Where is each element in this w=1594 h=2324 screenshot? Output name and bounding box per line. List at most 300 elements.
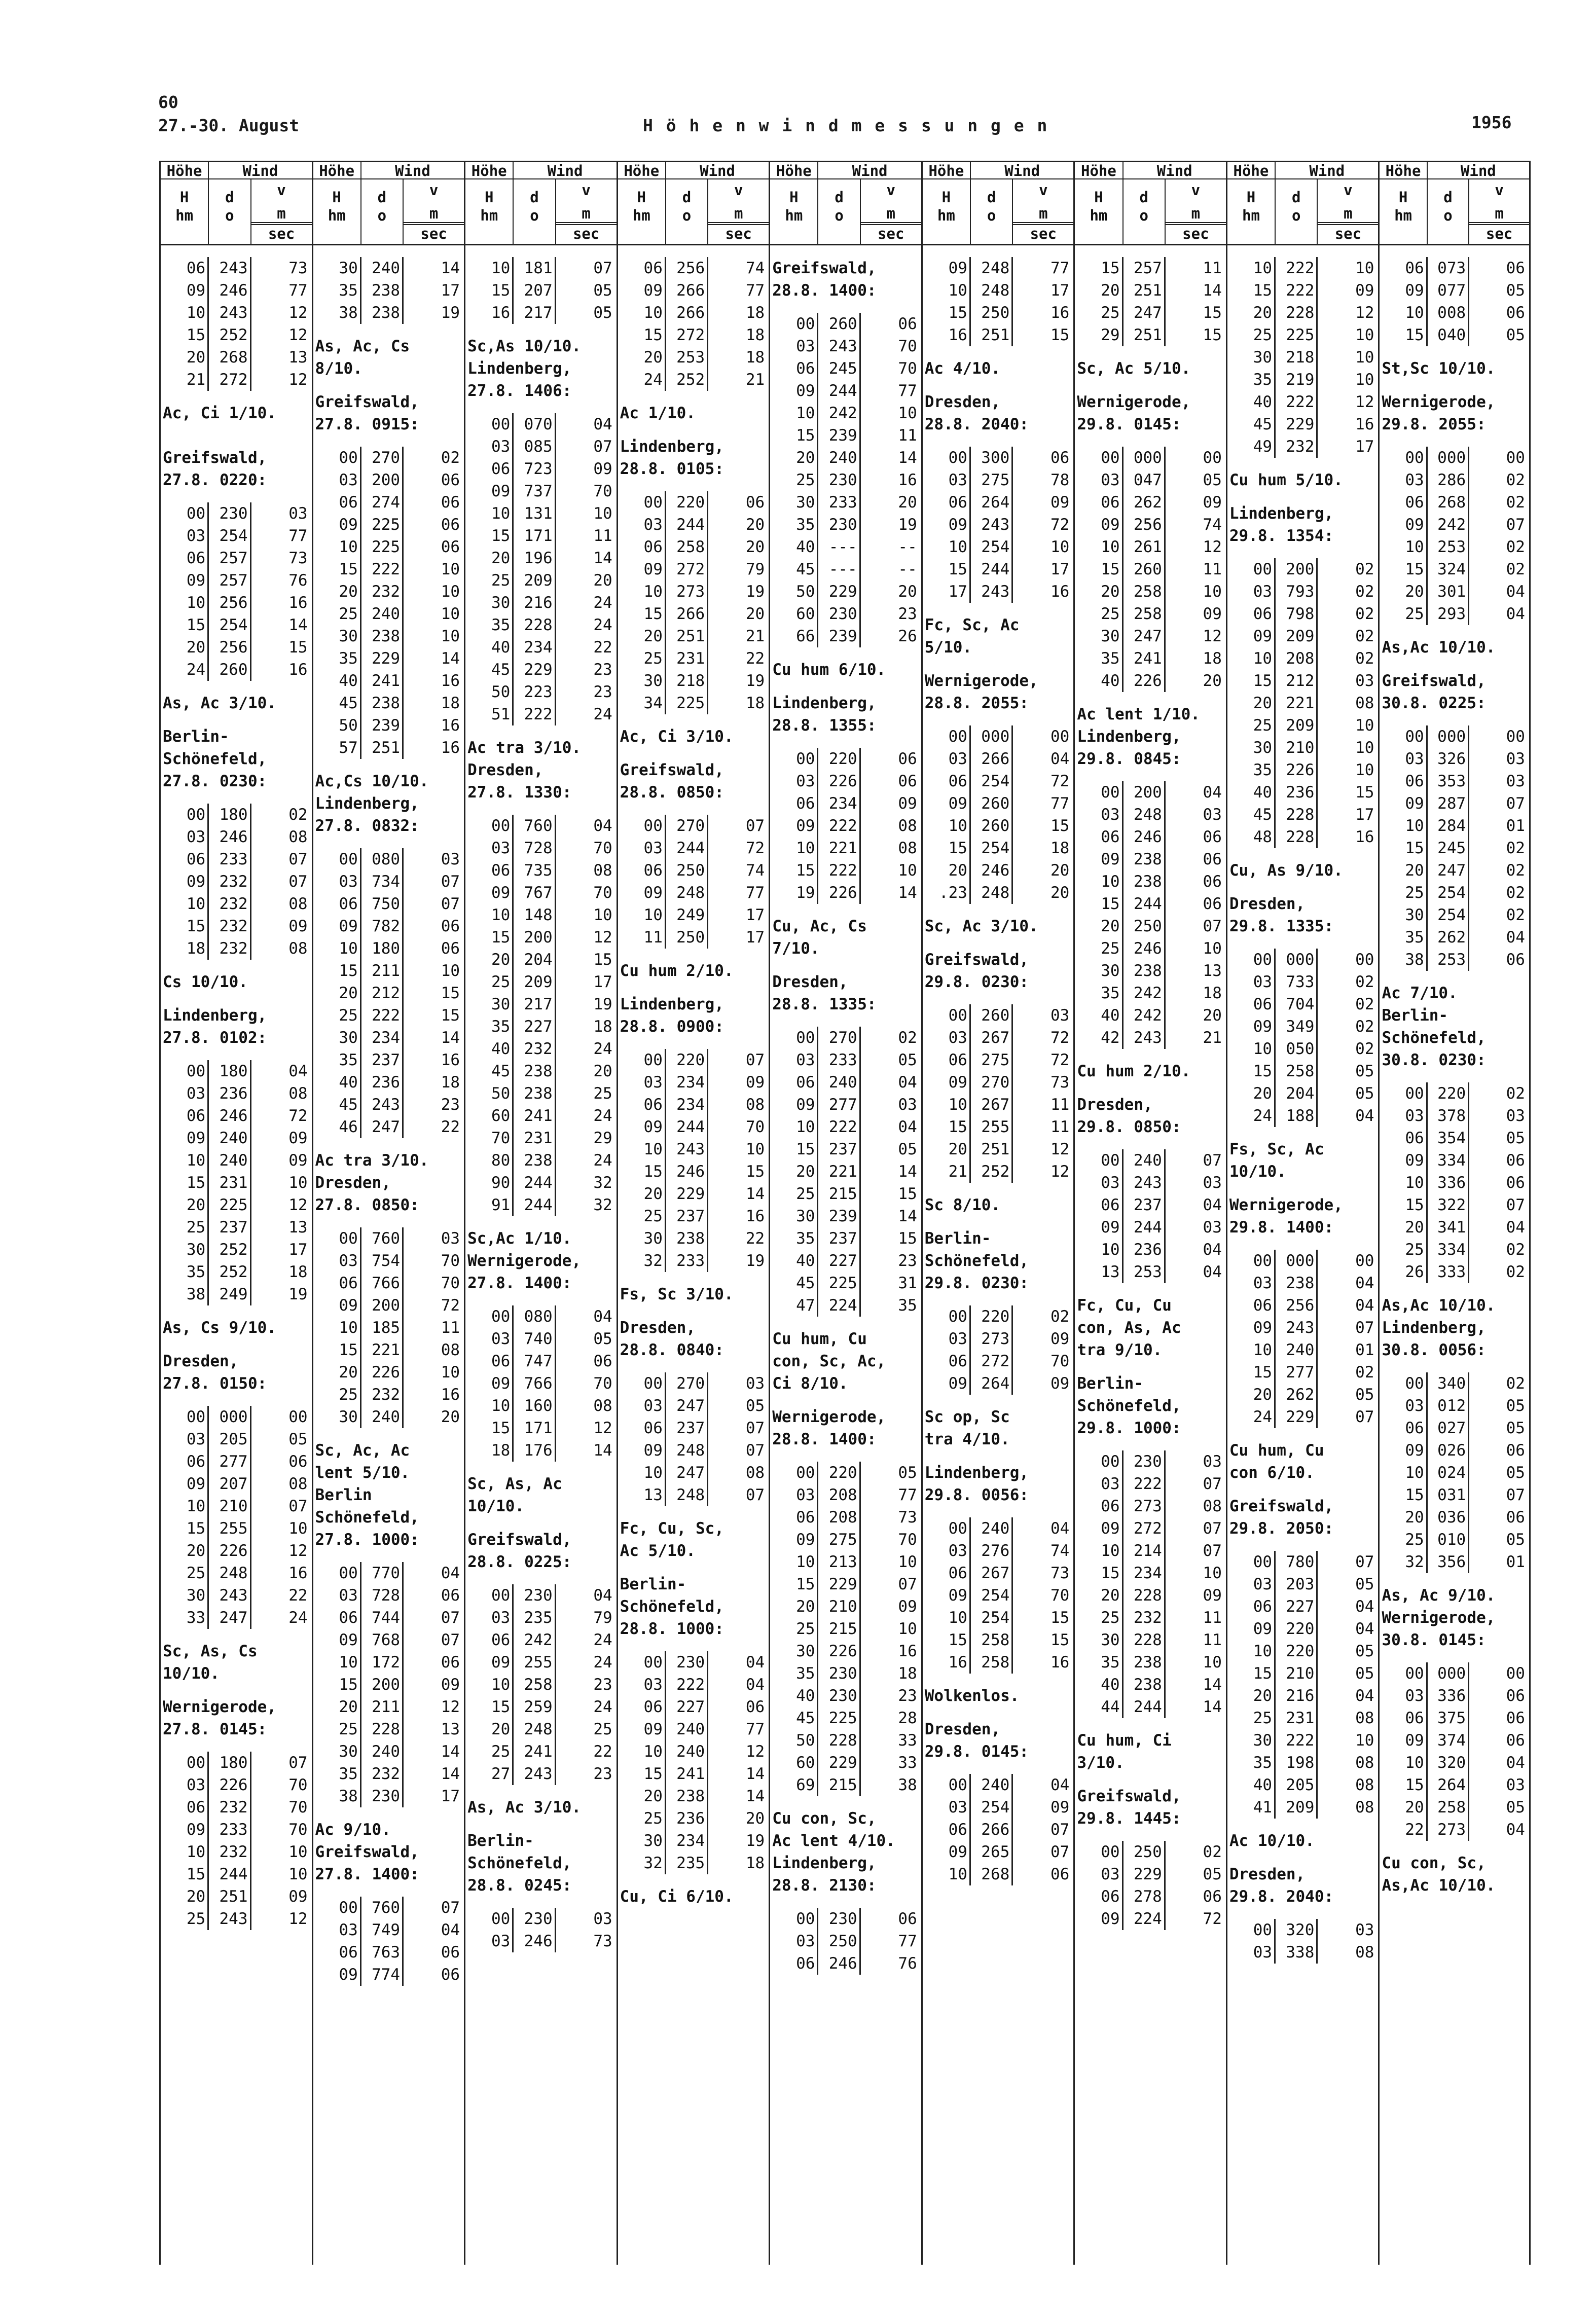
height-cell: 40	[1075, 1004, 1123, 1027]
direction-cell: 254	[971, 1584, 1013, 1607]
height-cell: 10	[923, 279, 971, 302]
table-row	[161, 369, 312, 391]
direction-cell: 252	[971, 1160, 1013, 1183]
table-row	[1380, 1729, 1529, 1752]
table-row	[770, 1774, 921, 1796]
direction-cell: 737	[514, 480, 556, 502]
direction-cell: 250	[818, 1930, 860, 1952]
direction-cell: 239	[818, 1205, 860, 1227]
height-cell: 10	[618, 302, 666, 324]
height-cell: 10	[1227, 1640, 1276, 1662]
height-cell: 30	[1075, 1629, 1123, 1651]
height-cell: 03	[770, 770, 818, 792]
direction-cell: 278	[1124, 1885, 1166, 1908]
direction-cell: 239	[361, 714, 404, 737]
height-cell: 06	[618, 859, 666, 882]
speed-cell: 11	[1050, 1096, 1070, 1114]
header-height-unit	[313, 179, 361, 245]
station-note: Greifswald,	[163, 449, 267, 467]
header-height-unit	[1227, 179, 1276, 245]
height-cell: 06	[618, 1417, 666, 1439]
direction-cell: 228	[1276, 826, 1318, 848]
table-row	[1227, 1551, 1379, 1573]
station-note: Fs, Sc 3/10.	[620, 1285, 734, 1303]
direction-cell: 226	[1276, 759, 1318, 781]
speed-cell: 77	[745, 1720, 765, 1738]
direction-cell: 238	[361, 279, 404, 302]
table-row	[923, 837, 1074, 859]
height-cell: 29	[1075, 324, 1123, 346]
direction-cell: 766	[514, 1372, 556, 1395]
station-note: 27.8. 1400:	[315, 1865, 419, 1883]
station-note: Greifswald,	[772, 259, 877, 277]
direction-cell: 238	[1124, 848, 1166, 870]
header-degree: o	[530, 207, 539, 224]
speed-cell: 04	[1355, 1620, 1374, 1638]
table-row	[1227, 603, 1379, 625]
direction-cell: 215	[818, 1618, 860, 1640]
table-row	[465, 926, 617, 949]
height-cell: 10	[618, 580, 666, 603]
height-cell: 15	[1227, 279, 1276, 302]
table-row	[618, 926, 769, 949]
station-note: Ac 7/10.	[1382, 984, 1458, 1002]
table-row	[1380, 1707, 1529, 1729]
height-cell: 09	[313, 1964, 361, 1986]
height-cell: 09	[770, 380, 818, 402]
speed-cell: 14	[593, 549, 612, 567]
speed-cell: 04	[1050, 1519, 1070, 1538]
table-row	[770, 1551, 921, 1573]
speed-cell: 03	[1203, 1218, 1222, 1237]
height-cell: 06	[313, 1941, 361, 1964]
direction-cell: 265	[971, 1841, 1013, 1863]
table-row	[161, 848, 312, 870]
table-row	[465, 1328, 617, 1350]
height-cell: 60	[770, 1752, 818, 1774]
header-speed-unit	[404, 179, 464, 245]
height-cell: 15	[770, 1138, 818, 1160]
speed-cell: 77	[1050, 259, 1070, 277]
table-row	[770, 1116, 921, 1138]
direction-cell: 232	[209, 1841, 251, 1863]
speed-cell: 25	[593, 1084, 612, 1103]
speed-cell: 04	[1203, 1196, 1222, 1214]
height-cell: 06	[1075, 1885, 1123, 1908]
station-note: Wernigerode,	[467, 1252, 582, 1270]
height-cell: 10	[313, 937, 361, 960]
table-row	[770, 1250, 921, 1272]
speed-cell: 13	[441, 1720, 460, 1738]
height-cell: 25	[161, 1908, 209, 1930]
speed-cell: 21	[745, 627, 765, 645]
speed-cell: 04	[1506, 1218, 1525, 1237]
height-cell: 06	[161, 257, 209, 279]
height-cell: 10	[465, 904, 514, 926]
table-row	[770, 1227, 921, 1250]
station-note: Ac lent 4/10.	[772, 1832, 895, 1850]
header-hoehe: Höhe	[1380, 162, 1427, 179]
table-row	[1227, 714, 1379, 737]
station-note: 29.8. 0145:	[1077, 415, 1181, 433]
speed-cell: 08	[1355, 1776, 1374, 1794]
speed-cell: 09	[441, 1676, 460, 1694]
header-hoehe: Höhe	[618, 162, 666, 179]
station-note: Cu hum 5/10.	[1229, 471, 1343, 489]
speed-cell: 77	[898, 382, 917, 400]
speed-cell: 24	[593, 594, 612, 612]
column-body	[618, 257, 769, 2265]
station-note: 29.8. 1354:	[1229, 527, 1334, 545]
header-wind: Wind	[852, 162, 888, 179]
height-cell: 25	[1380, 1239, 1427, 1261]
height-cell: 03	[465, 1930, 514, 1952]
table-row	[313, 670, 464, 692]
direction-cell: 080	[514, 1305, 556, 1328]
speed-cell: 02	[898, 1029, 917, 1047]
station-note: 29.8. 0056:	[924, 1486, 1029, 1504]
table-row	[770, 1595, 921, 1618]
table-row	[1075, 279, 1226, 302]
speed-cell: 04	[1506, 1821, 1525, 1839]
station-note: Schönefeld,	[1382, 1029, 1486, 1047]
direction-cell: 248	[971, 257, 1013, 279]
header-d: d	[225, 189, 234, 206]
station-note: Wernigerode,	[163, 1698, 276, 1716]
speed-cell: 12	[745, 1742, 765, 1761]
speed-cell: 06	[1506, 1687, 1525, 1705]
direction-cell: 228	[1276, 804, 1318, 826]
direction-cell: 000	[1276, 949, 1318, 971]
speed-cell: 06	[441, 1943, 460, 1962]
direction-cell: 244	[209, 1863, 251, 1885]
table-row	[923, 1651, 1074, 1674]
table-row	[313, 1964, 464, 1986]
direction-cell: 181	[514, 257, 556, 279]
station-note: Greifswald,	[1382, 672, 1486, 690]
speed-cell: 05	[593, 304, 612, 322]
table-row	[618, 1094, 769, 1116]
header-degree: o	[377, 207, 387, 224]
speed-cell: 14	[441, 1765, 460, 1783]
station-note: 27.8. 1406:	[467, 382, 572, 400]
table-row	[161, 1908, 312, 1930]
height-cell: 03	[770, 335, 818, 357]
speed-cell: 08	[1355, 1798, 1374, 1817]
speed-cell: 00	[1355, 1252, 1374, 1270]
direction-cell: 254	[971, 536, 1013, 558]
table-row	[923, 1027, 1074, 1049]
direction-cell: 293	[1428, 603, 1469, 625]
speed-cell: 10	[441, 583, 460, 601]
direction-cell: 247	[1428, 859, 1469, 882]
header-hoehe: Höhe	[1075, 162, 1123, 179]
station-note: Schönefeld,	[163, 750, 267, 768]
table-row	[161, 1105, 312, 1127]
header-row	[1227, 162, 1379, 179]
table-row	[1380, 558, 1529, 580]
header-H: H	[941, 189, 951, 206]
speed-cell: 70	[898, 1531, 917, 1549]
direction-cell: 077	[1428, 279, 1469, 302]
speed-cell: 31	[898, 1274, 917, 1292]
speed-cell: 09	[898, 794, 917, 813]
direction-cell: 747	[514, 1350, 556, 1372]
station-note: Dresden,	[924, 1720, 1001, 1738]
direction-cell: 300	[971, 447, 1013, 469]
speed-cell: 70	[441, 1274, 460, 1292]
station-note: 30.8. 0225:	[1382, 694, 1486, 712]
station-note: 27.8. 0102:	[163, 1029, 267, 1047]
speed-cell: 14	[898, 1163, 917, 1181]
direction-cell: 277	[209, 1450, 251, 1473]
direction-cell: 227	[514, 1015, 556, 1038]
direction-cell: 226	[209, 1774, 251, 1796]
speed-cell: 12	[593, 928, 612, 947]
table-row	[161, 1450, 312, 1473]
direction-cell: 224	[1124, 1908, 1166, 1930]
table-row	[618, 1718, 769, 1740]
speed-cell: 77	[1050, 794, 1070, 813]
height-cell: 20	[1380, 859, 1427, 882]
direction-cell: 336	[1428, 1685, 1469, 1707]
height-cell: 00	[313, 1227, 361, 1250]
speed-cell: 13	[1203, 962, 1222, 980]
table-row	[1075, 1841, 1226, 1863]
direction-cell: 251	[361, 737, 404, 759]
station-note: Fs, Sc, Ac	[1229, 1140, 1324, 1158]
speed-cell: 07	[1506, 516, 1525, 534]
speed-cell: 79	[745, 560, 765, 578]
speed-cell: 12	[288, 371, 308, 389]
speed-cell: 73	[1050, 1073, 1070, 1092]
height-cell: .23	[923, 882, 971, 904]
height-cell: 30	[465, 993, 514, 1015]
station-note: Berlin-	[467, 1832, 534, 1850]
header-m: m	[251, 205, 312, 223]
station-note: 28.8. 1335:	[772, 995, 877, 1013]
station-note: 27.8. 1330:	[467, 783, 572, 802]
direction-cell: 270	[666, 1372, 708, 1395]
table-row	[161, 1216, 312, 1239]
direction-cell: 215	[818, 1774, 860, 1796]
speed-cell: 02	[1506, 493, 1525, 512]
height-cell: 25	[1075, 302, 1123, 324]
height-cell: 03	[1227, 1573, 1276, 1595]
table-row	[1380, 859, 1529, 882]
station-note: Dresden,	[924, 393, 1001, 411]
direction-cell: 238	[514, 1149, 556, 1172]
table-row	[1227, 369, 1379, 391]
direction-cell: 244	[971, 558, 1013, 580]
table-row	[1227, 1294, 1379, 1317]
speed-cell: 70	[593, 1374, 612, 1393]
table-row	[465, 569, 617, 592]
direction-cell: 259	[514, 1696, 556, 1718]
height-cell: 06	[161, 1105, 209, 1127]
station-note: 29.8. 2055:	[1382, 415, 1486, 433]
speed-cell: 06	[1203, 850, 1222, 868]
height-cell: 00	[618, 1372, 666, 1395]
header-v: v	[734, 181, 743, 199]
height-cell: 06	[313, 1272, 361, 1294]
speed-cell: 18	[441, 1073, 460, 1092]
station-note: Dresden,	[1077, 1096, 1153, 1114]
page-dates: 27.-30. August	[158, 116, 300, 135]
speed-cell: 06	[1506, 1441, 1525, 1460]
height-cell: 25	[161, 1562, 209, 1584]
height-cell: 00	[770, 1027, 818, 1049]
station-note: 10/10.	[163, 1664, 220, 1683]
direction-cell: 356	[1428, 1551, 1469, 1573]
speed-cell: 08	[288, 939, 308, 958]
direction-cell: 277	[1276, 1361, 1318, 1384]
speed-cell: 33	[898, 1731, 917, 1750]
speed-cell: 02	[1355, 1018, 1374, 1036]
direction-cell: 735	[514, 859, 556, 882]
speed-cell: 74	[745, 259, 765, 277]
direction-cell: 266	[666, 279, 708, 302]
direction-cell: 050	[1276, 1038, 1318, 1060]
height-cell: 18	[465, 1439, 514, 1462]
direction-cell: 210	[1276, 737, 1318, 759]
station-note: Cu, As 9/10.	[1229, 861, 1343, 880]
station-note: Dresden,	[467, 761, 544, 779]
station-note: Sc, Ac 3/10.	[924, 917, 1038, 935]
speed-cell: 14	[745, 1787, 765, 1805]
direction-cell: 249	[209, 1283, 251, 1305]
speed-cell: 15	[288, 638, 308, 657]
table-row	[1380, 514, 1529, 536]
speed-cell: 09	[1203, 605, 1222, 623]
header-row	[1380, 162, 1529, 179]
height-cell: 00	[1380, 1082, 1427, 1105]
height-cell: 30	[618, 670, 666, 692]
station-note: Berlin-	[924, 1229, 991, 1248]
station-note: 30.8. 0056:	[1382, 1341, 1486, 1359]
table-row	[923, 491, 1074, 514]
table-row	[313, 1629, 464, 1651]
table-row	[1227, 692, 1379, 714]
table-row	[1075, 1004, 1226, 1027]
direction-cell: 217	[514, 993, 556, 1015]
speed-cell: 07	[745, 1441, 765, 1460]
speed-cell: 22	[745, 1229, 765, 1248]
speed-cell: 04	[593, 1308, 612, 1326]
height-cell: 10	[1227, 1038, 1276, 1060]
speed-cell: 04	[898, 1118, 917, 1136]
direction-cell: 229	[1276, 413, 1318, 435]
table-row	[923, 536, 1074, 558]
direction-cell: 236	[1124, 1239, 1166, 1261]
height-cell: 06	[465, 859, 514, 882]
direction-cell: 000	[1276, 1250, 1318, 1272]
header-sec: sec	[1469, 224, 1529, 246]
direction-cell: 244	[514, 1172, 556, 1194]
speed-cell: 10	[1355, 326, 1374, 344]
height-cell: 20	[1227, 1384, 1276, 1406]
table-row	[161, 1495, 312, 1517]
table-row	[1227, 1919, 1379, 1941]
table-row	[1380, 447, 1529, 469]
speed-cell: 18	[898, 1664, 917, 1683]
direction-cell: 220	[666, 491, 708, 514]
speed-cell: 08	[1355, 694, 1374, 712]
station-note: Lindenberg,	[1077, 728, 1181, 746]
speed-cell: 09	[1203, 493, 1222, 512]
direction-cell: 209	[1276, 714, 1318, 737]
table-row	[770, 335, 921, 357]
speed-cell: 78	[1050, 471, 1070, 489]
height-cell: 09	[1075, 1517, 1123, 1540]
speed-cell: 00	[1355, 951, 1374, 969]
height-cell: 30	[465, 592, 514, 614]
station-note: 29.8. 2050:	[1229, 1519, 1334, 1538]
station-note: 29.8. 1000:	[1077, 1419, 1181, 1437]
table-row	[770, 313, 921, 335]
speed-cell: 00	[1050, 728, 1070, 746]
speed-cell: 14	[288, 616, 308, 634]
height-cell: 38	[1380, 949, 1427, 971]
table-row	[313, 1785, 464, 1807]
height-cell: 33	[161, 1607, 209, 1629]
table-row	[1075, 1540, 1226, 1562]
station-note: 10/10.	[1229, 1163, 1286, 1181]
table-row	[161, 1127, 312, 1149]
speed-cell: 16	[745, 1207, 765, 1225]
table-row	[770, 1729, 921, 1752]
speed-cell: 03	[1355, 1921, 1374, 1939]
direction-cell: 240	[361, 1406, 404, 1428]
speed-cell: 14	[745, 1185, 765, 1203]
direction-cell: 774	[361, 1964, 404, 1986]
direction-cell: 222	[666, 1674, 708, 1696]
speed-cell: 06	[1050, 449, 1070, 467]
height-cell: 03	[618, 1395, 666, 1417]
speed-cell: 15	[441, 1006, 460, 1025]
table-row	[1227, 1384, 1379, 1406]
height-cell: 06	[770, 1071, 818, 1094]
direction-cell: 245	[1428, 837, 1469, 859]
table-row	[465, 815, 617, 837]
table-row	[923, 1540, 1074, 1562]
table-row	[770, 1930, 921, 1952]
speed-cell: 03	[1506, 1107, 1525, 1125]
speed-cell: 11	[1203, 259, 1222, 277]
speed-cell: 03	[1355, 672, 1374, 690]
speed-cell: 06	[441, 1586, 460, 1605]
table-row	[313, 302, 464, 324]
table-row	[923, 324, 1074, 346]
direction-cell: 200	[361, 1674, 404, 1696]
speed-cell: 02	[1506, 471, 1525, 489]
table-row	[1227, 324, 1379, 346]
speed-cell: 16	[441, 1051, 460, 1069]
speed-cell: 21	[1203, 1029, 1222, 1047]
direction-cell: 241	[514, 1740, 556, 1763]
table-row	[1075, 1149, 1226, 1172]
height-cell: 09	[1227, 1015, 1276, 1038]
height-cell: 06	[1227, 603, 1276, 625]
height-cell: 09	[923, 1071, 971, 1094]
table-row	[1380, 302, 1529, 324]
direction-cell: 226	[209, 1540, 251, 1562]
height-cell: 40	[1075, 670, 1123, 692]
station-note: Sc, Ac 5/10.	[1077, 359, 1191, 378]
station-note: 28.8. 2040:	[924, 415, 1029, 433]
height-cell: 00	[618, 815, 666, 837]
speed-cell: 03	[1506, 772, 1525, 790]
